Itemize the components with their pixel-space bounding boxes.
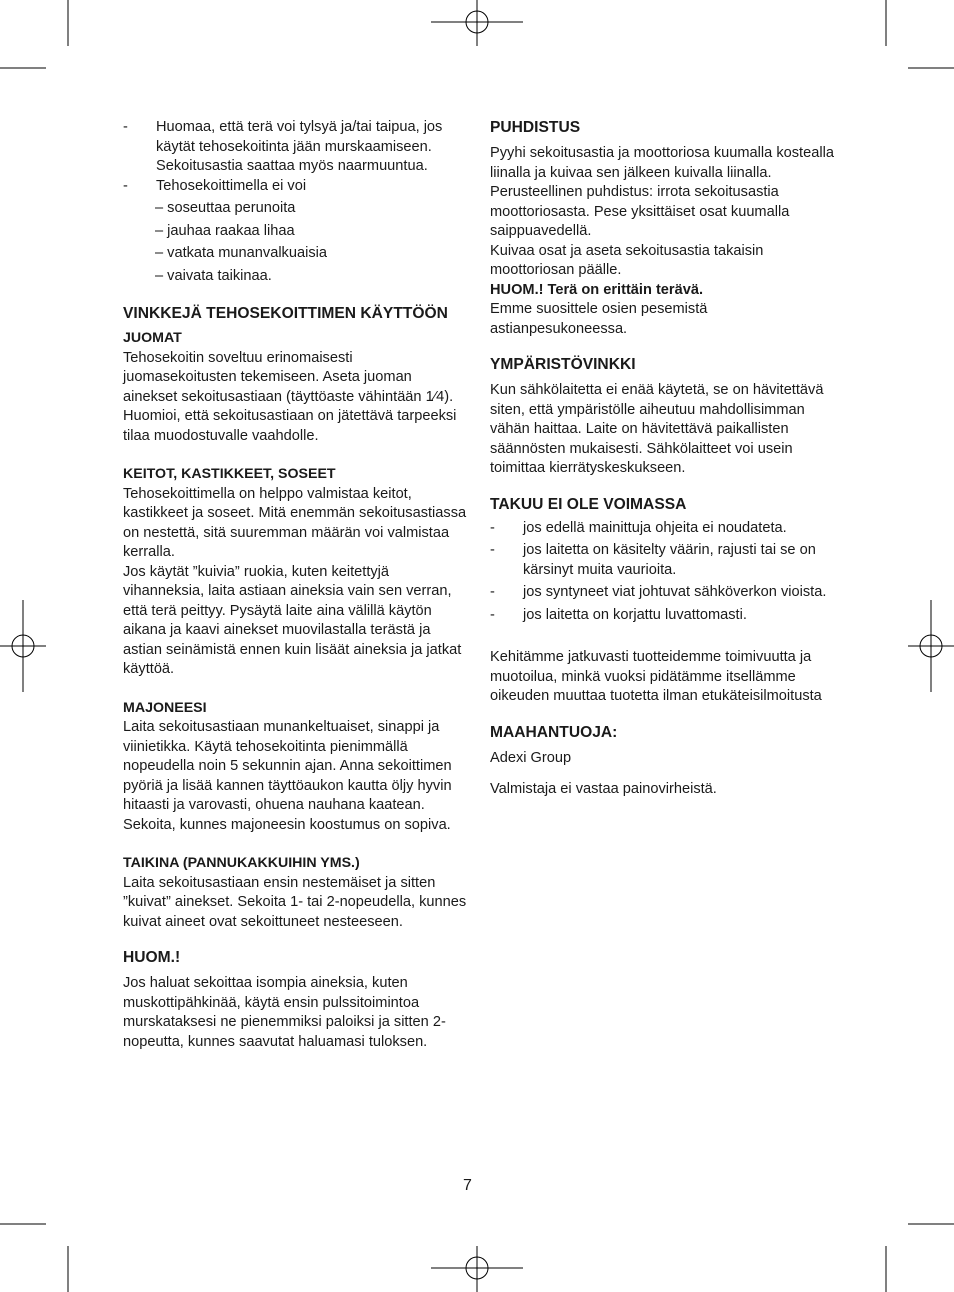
cleaning-heading: PUHDISTUS bbox=[490, 119, 581, 136]
list-item-text: jos laitetta on käsitelty väärin, rajusti tai se on kärsinyt muita vaurioita. bbox=[523, 542, 816, 578]
drinks-heading: JUOMAT bbox=[123, 330, 182, 346]
registration-mark-bottom bbox=[431, 1246, 523, 1292]
sub-list-item: – soseuttaa perunoita bbox=[155, 200, 296, 216]
list-item-text: jos syntyneet viat johtuvat sähköverkon vioista. bbox=[523, 584, 827, 600]
importer-name: Adexi Group bbox=[490, 749, 572, 766]
mayo-heading: MAJONEESI bbox=[123, 699, 207, 716]
development-text: Kehitämme jatkuvasti tuotteidemme toimivuutta ja muotoilua, minkä vuoksi pidätämme itsellämme oikeuden muuttaa tuotetta ilman etukäteisilmoitusta bbox=[490, 649, 822, 704]
list-item bbox=[490, 583, 835, 603]
environment-heading: YMPÄRISTÖVINKKI bbox=[490, 356, 636, 373]
cleaning-text-3: Kuivaa osat ja aseta sekoitusastia takaisin moottoriosan päälle. bbox=[490, 242, 764, 278]
soups-text-2: Jos käytät ”kuivia” ruokia, kuten keitettyjä vihanneksia, laita astiaan aineksia vain sen verran, että terä peittyy. Pysäytä laite aina välillä käytön aikana ja kaavi ainekset muovilastalla terästä ja astian seinämistä ennen kuin lisäät aineksia ja jatkat käyttöä. bbox=[123, 563, 462, 677]
environment-text: Kun sähkölaitetta ei enää käytetä, se on hävitettävä siten, että ympäristölle aiheutuu mahdollisimman vähän haittaa. Laite on hävitettävä paikallisten säännösten mukaisesti. Sähkölaitteet voi usein toimittaa kierrätyskeskukseen. bbox=[490, 382, 824, 476]
disclaimer: Valmistaja ei vastaa painovirheistä. bbox=[490, 781, 717, 797]
drinks-text: Tehosekoitin soveltuu erinomaisesti juomasekoitusten tekemiseen. Aseta juoman ainekset sekoitusastiaan (täyttöaste vähintään 1⁄4). Huomioi, että sekoitusastiaan on jätettävä tarpeeksi tilaa muodostuvalle vaahdolle. bbox=[123, 349, 457, 444]
bullet-dash: - bbox=[490, 606, 495, 623]
list-item bbox=[490, 606, 835, 626]
batter-heading: TAIKINA (PANNUKAKKUIHIN YMS.) bbox=[123, 855, 360, 871]
tips-heading: VINKKEJÄ TEHOSEKOITTIMEN KÄYTTÖÖN bbox=[123, 305, 448, 322]
list-item bbox=[123, 118, 468, 177]
sub-list-item: – vatkata munanvalkuaisia bbox=[155, 245, 327, 261]
list-item-text: jos laitetta on korjattu luvattomasti. bbox=[523, 606, 747, 623]
mayo-text-2: Sekoita, kunnes majoneesin koostumus on sopiva. bbox=[123, 816, 451, 833]
warranty-heading: TAKUU EI OLE VOIMASSA bbox=[490, 495, 687, 513]
soups-text-1: Tehosekoittimella on helppo valmistaa keitot, kastikkeet ja soseet. Mitä enemmän sekoitusastiassa on nestettä, sitä suuremman määrän voi valmistaa kerralla. bbox=[123, 485, 467, 560]
list-item-text: jos edellä mainittuja ohjeita ei noudateta. bbox=[523, 519, 787, 536]
bullet-dash: - bbox=[123, 119, 128, 135]
soups-heading: KEITOT, KASTIKKEET, SOSEET bbox=[123, 466, 336, 482]
batter-text: Laita sekoitusastiaan ensin nestemäiset ja sitten ”kuivat” ainekset. Sekoita 1- tai 2-nopeudella, kunnes kuivat aineet ovat sekoittuneet nesteeseen. bbox=[123, 874, 467, 930]
right-column bbox=[490, 118, 835, 800]
bullet-dash: - bbox=[490, 542, 495, 558]
list-item-text: Huomaa, että terä voi tylsyä ja/tai taipua, jos käytät tehosekoitinta jään murskaamiseen. Sekoitusastia saattaa myös naarmuuntua. bbox=[156, 119, 443, 174]
mayo-text-1: Laita sekoitusastiaan munankeltuaiset, sinappi ja viinietikka. Käytä tehosekoitinta pienimmällä nopeudella noin 5 sekunnin ajan. Anna sekoittimen pyöriä ja lisää kannen täyttöaukon kautta öljy hyvin hitaasti ja varovasti, ohuena nauhana kaatean. bbox=[123, 719, 452, 813]
cleaning-text-4: Emme suosittele osien pesemistä astianpesukoneessa. bbox=[490, 301, 708, 337]
list-item bbox=[490, 519, 835, 539]
note-text: Jos haluat sekoittaa isompia aineksia, kuten muskottipähkinää, käytä ensin pulssitoimintoa murskataksesi ne pienemmiksi paloiksi ja sitten 2-nopeutta, kunnes saavutat haluamasi tuloksen. bbox=[123, 975, 446, 1050]
list-item bbox=[490, 541, 835, 580]
registration-mark-right bbox=[908, 600, 954, 692]
bullet-dash: - bbox=[490, 519, 495, 536]
sub-list-item: – vaivata taikinaa. bbox=[155, 267, 272, 284]
registration-mark-top bbox=[431, 0, 523, 46]
cleaning-text-1: Pyyhi sekoitusastia ja moottoriosa kuumalla kostealla liinalla ja kuivaa sen jälkeen kuivalla liinalla. bbox=[490, 145, 834, 181]
bullet-dash: - bbox=[123, 177, 128, 194]
registration-mark-left bbox=[0, 600, 46, 692]
list-item-text: Tehosekoittimella ei voi bbox=[156, 177, 307, 194]
cleaning-text-2: Perusteellinen puhdistus: irrota sekoitusastia moottoriosasta. Pese yksittäiset osat kuumalla saippuavedellä. bbox=[490, 184, 790, 239]
note-heading: HUOM.! bbox=[123, 949, 181, 966]
bullet-dash: - bbox=[490, 584, 495, 600]
left-column bbox=[123, 118, 468, 1052]
sub-list-item: – jauhaa raakaa lihaa bbox=[155, 222, 295, 239]
page-number: 7 bbox=[463, 1177, 472, 1194]
list-item bbox=[123, 177, 468, 197]
cleaning-warning: HUOM.! Terä on erittäin terävä. bbox=[490, 281, 704, 298]
importer-heading: MAAHANTUOJA: bbox=[490, 723, 618, 741]
